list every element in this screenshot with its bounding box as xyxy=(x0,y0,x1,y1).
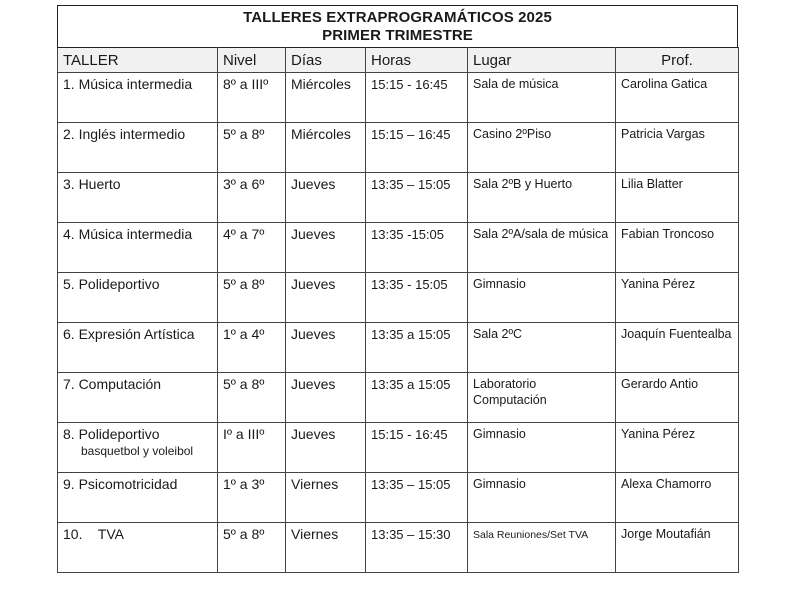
taller-text: 10. TVA xyxy=(63,526,124,542)
prof-text: Yanina Pérez xyxy=(621,277,696,291)
prof-text: Patricia Vargas xyxy=(621,127,705,141)
cell-nivel xyxy=(218,373,286,423)
title-line-2: PRIMER TRIMESTRE xyxy=(322,27,473,44)
horas-text: 13:35 -15:05 xyxy=(371,227,445,242)
cell-taller xyxy=(58,223,218,273)
cell-horas xyxy=(366,223,468,273)
cell-nivel xyxy=(218,523,286,573)
cell-taller xyxy=(58,473,218,523)
taller-text: 5. Polideportivo xyxy=(63,276,160,292)
cell-horas xyxy=(366,273,468,323)
dias-text: Jueves xyxy=(291,426,336,442)
lugar-text: Sala Reuniones/Set TVA xyxy=(473,529,589,541)
table-row xyxy=(58,73,739,123)
header-taller: TALLER xyxy=(58,48,218,73)
header-lugar: Lugar xyxy=(468,48,616,73)
table-row xyxy=(58,423,739,473)
horas-text: 15:15 - 16:45 xyxy=(371,77,448,92)
horas-text: 13:35 – 15:05 xyxy=(371,477,451,492)
cell-nivel xyxy=(218,323,286,373)
taller-text: 7. Computación xyxy=(63,376,162,392)
header-horas: Horas xyxy=(366,48,468,73)
cell-horas xyxy=(366,73,468,123)
lugar-text: Laboratorio Computación xyxy=(473,377,547,407)
nivel-text: 5º a 8º xyxy=(223,276,265,292)
cell-nivel xyxy=(218,73,286,123)
cell-lugar xyxy=(468,123,616,173)
cell-prof xyxy=(616,73,739,123)
prof-text: Fabian Troncoso xyxy=(621,227,715,241)
table-row xyxy=(58,173,739,223)
lugar-text: Sala 2ºC xyxy=(473,327,523,341)
cell-nivel xyxy=(218,173,286,223)
cell-lugar xyxy=(468,373,616,423)
horas-text: 15:15 - 16:45 xyxy=(371,427,448,442)
cell-lugar xyxy=(468,323,616,373)
dias-text: Miércoles xyxy=(291,76,351,92)
taller-subtitle: basquetbol y voleibol xyxy=(81,444,194,458)
lugar-text: Gimnasio xyxy=(473,277,526,291)
cell-horas xyxy=(366,373,468,423)
cell-dias xyxy=(286,73,366,123)
lugar-text: Sala 2ºA/sala de música xyxy=(473,227,609,241)
prof-text: Jorge Moutafián xyxy=(621,527,711,541)
nivel-text: 5º a 8º xyxy=(223,126,265,142)
title-line-1: TALLERES EXTRAPROGRAMÁTICOS 2025 xyxy=(243,9,552,26)
nivel-text: 8º a IIIº xyxy=(223,76,269,92)
lugar-text: Casino 2ºPiso xyxy=(473,127,552,141)
cell-lugar xyxy=(468,423,616,473)
cell-prof xyxy=(616,323,739,373)
table-row xyxy=(58,473,739,523)
cell-nivel xyxy=(218,223,286,273)
cell-prof xyxy=(616,373,739,423)
taller-text: 1. Música intermedia xyxy=(63,76,193,92)
taller-text: 8. Polideportivo xyxy=(63,426,160,442)
horas-text: 13:35 – 15:05 xyxy=(371,177,451,192)
cell-prof xyxy=(616,173,739,223)
cell-dias xyxy=(286,273,366,323)
cell-nivel xyxy=(218,123,286,173)
nivel-text: 1º a 3º xyxy=(223,476,265,492)
cell-prof xyxy=(616,523,739,573)
taller-text: 9. Psicomotricidad xyxy=(63,476,178,492)
cell-lugar xyxy=(468,273,616,323)
horas-text: 13:35 - 15:05 xyxy=(371,277,448,292)
table-row xyxy=(58,373,739,423)
cell-horas xyxy=(366,523,468,573)
prof-text: Yanina Pérez xyxy=(621,427,696,441)
cell-nivel xyxy=(218,273,286,323)
taller-text: 4. Música intermedia xyxy=(63,226,193,242)
dias-text: Viernes xyxy=(291,526,339,542)
cell-prof xyxy=(616,223,739,273)
dias-text: Jueves xyxy=(291,326,336,342)
cell-lugar xyxy=(468,73,616,123)
lugar-text: Gimnasio xyxy=(473,427,526,441)
prof-text: Alexa Chamorro xyxy=(621,477,712,491)
cell-lugar xyxy=(468,173,616,223)
taller-text: 6. Expresión Artística xyxy=(63,326,195,342)
cell-prof xyxy=(616,473,739,523)
cell-dias xyxy=(286,373,366,423)
dias-text: Jueves xyxy=(291,176,336,192)
horas-text: 13:35 a 15:05 xyxy=(371,377,451,392)
cell-taller xyxy=(58,323,218,373)
table-row xyxy=(58,223,739,273)
nivel-text: Iº a IIIº xyxy=(223,426,265,442)
lugar-text: Sala 2ºB y Huerto xyxy=(473,177,573,191)
prof-text: Lilia Blatter xyxy=(621,177,683,191)
header-prof: Prof. xyxy=(616,48,739,73)
cell-horas xyxy=(366,173,468,223)
workshops-table xyxy=(57,47,739,573)
lugar-text: Sala de música xyxy=(473,77,559,91)
dias-text: Miércoles xyxy=(291,126,351,142)
header-dias: Días xyxy=(286,48,366,73)
table-row xyxy=(58,123,739,173)
horas-text: 15:15 – 16:45 xyxy=(371,127,451,142)
header-nivel: Nivel xyxy=(218,48,286,73)
cell-dias xyxy=(286,323,366,373)
cell-dias xyxy=(286,523,366,573)
prof-text: Carolina Gatica xyxy=(621,77,708,91)
nivel-text: 1º a 4º xyxy=(223,326,265,342)
cell-taller xyxy=(58,523,218,573)
cell-horas xyxy=(366,323,468,373)
cell-dias xyxy=(286,123,366,173)
horas-text: 13:35 a 15:05 xyxy=(371,327,451,342)
cell-taller xyxy=(58,373,218,423)
cell-horas xyxy=(366,123,468,173)
cell-lugar xyxy=(468,473,616,523)
cell-horas xyxy=(366,423,468,473)
cell-prof xyxy=(616,423,739,473)
taller-text: 3. Huerto xyxy=(63,176,121,192)
dias-text: Jueves xyxy=(291,376,336,392)
header-row xyxy=(58,48,739,73)
cell-taller xyxy=(58,423,218,473)
cell-taller xyxy=(58,73,218,123)
nivel-text: 3º a 6º xyxy=(223,176,265,192)
cell-taller xyxy=(58,123,218,173)
nivel-text: 5º a 8º xyxy=(223,526,265,542)
cell-prof xyxy=(616,123,739,173)
cell-dias xyxy=(286,173,366,223)
taller-text: 2. Inglés intermedio xyxy=(63,126,186,142)
table-row xyxy=(58,273,739,323)
lugar-text: Gimnasio xyxy=(473,477,526,491)
horas-text: 13:35 – 15:30 xyxy=(371,527,451,542)
table-row xyxy=(58,323,739,373)
cell-horas xyxy=(366,473,468,523)
dias-text: Viernes xyxy=(291,476,339,492)
prof-text: Joaquín Fuentealba xyxy=(621,327,732,341)
cell-nivel xyxy=(218,473,286,523)
cell-prof xyxy=(616,273,739,323)
cell-dias xyxy=(286,223,366,273)
dias-text: Jueves xyxy=(291,226,336,242)
nivel-text: 4º a 7º xyxy=(223,226,265,242)
cell-dias xyxy=(286,473,366,523)
cell-lugar xyxy=(468,223,616,273)
table-row xyxy=(58,523,739,573)
cell-taller xyxy=(58,173,218,223)
cell-taller xyxy=(58,273,218,323)
prof-text: Gerardo Antio xyxy=(621,377,699,391)
cell-dias xyxy=(286,423,366,473)
title-box xyxy=(57,5,738,47)
schedule-document xyxy=(57,5,738,573)
nivel-text: 5º a 8º xyxy=(223,376,265,392)
dias-text: Jueves xyxy=(291,276,336,292)
cell-nivel xyxy=(218,423,286,473)
cell-lugar xyxy=(468,523,616,573)
